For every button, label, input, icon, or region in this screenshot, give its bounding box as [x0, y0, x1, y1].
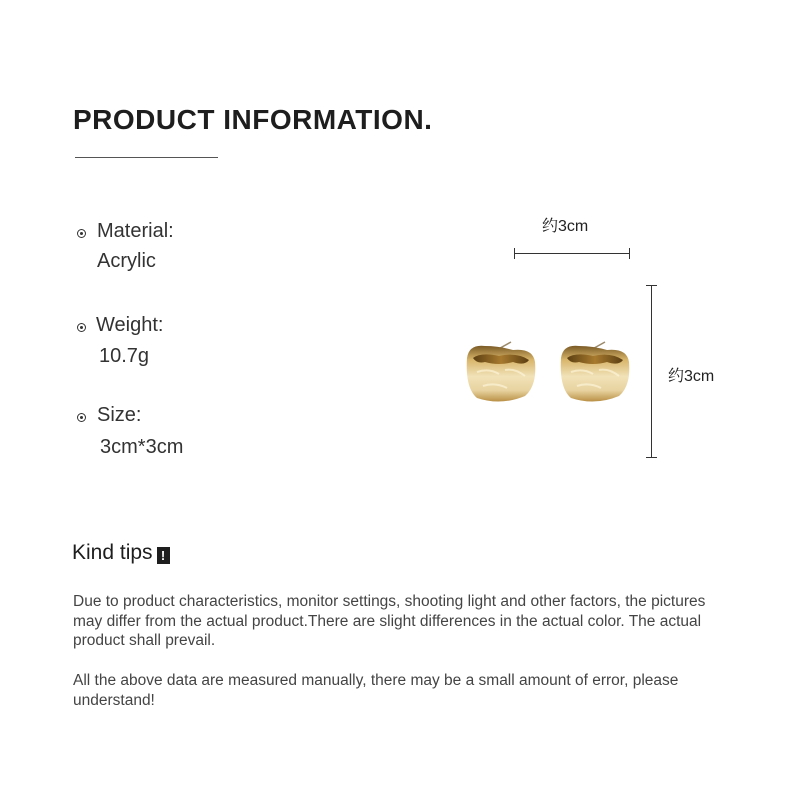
height-dimension-label: 约3cm [668, 368, 715, 385]
earring-left [467, 342, 536, 402]
spec-value: Acrylic [97, 250, 156, 272]
kind-tips-heading [72, 541, 170, 565]
width-dimension-tick [514, 248, 515, 259]
spec-value: 10.7g [99, 345, 150, 367]
width-dimension-tick [629, 248, 630, 259]
height-dimension-line [651, 285, 652, 457]
width-dimension-line [514, 253, 630, 254]
spec-label: Weight: [96, 314, 164, 336]
tips-paragraph-2: All the above data are measured manually, there may be a small amount of error, please understand! [73, 672, 679, 709]
spec-label: Material: [97, 220, 174, 242]
earrings-image [455, 330, 645, 410]
title-divider [75, 157, 218, 158]
width-dimension-label: 约3cm [542, 218, 589, 235]
height-dimension-tick [646, 285, 657, 286]
page-title: PRODUCT INFORMATION. [73, 104, 433, 135]
kind-tips-title: Kind tips [72, 541, 153, 564]
tips-paragraph-1: Due to product characteristics, monitor settings, shooting light and other factors, the pictures may differ from the actual product.There are slight differences in the actual color. The actual product shall prevail. [73, 593, 706, 649]
bullet-icon [77, 229, 86, 238]
bullet-icon [77, 323, 86, 332]
height-dimension-tick [646, 457, 657, 458]
bullet-icon [77, 413, 86, 422]
earring-right [561, 342, 630, 402]
exclamation-icon: ! [157, 547, 170, 564]
spec-value: 3cm*3cm [100, 436, 184, 458]
spec-label: Size: [97, 404, 142, 426]
